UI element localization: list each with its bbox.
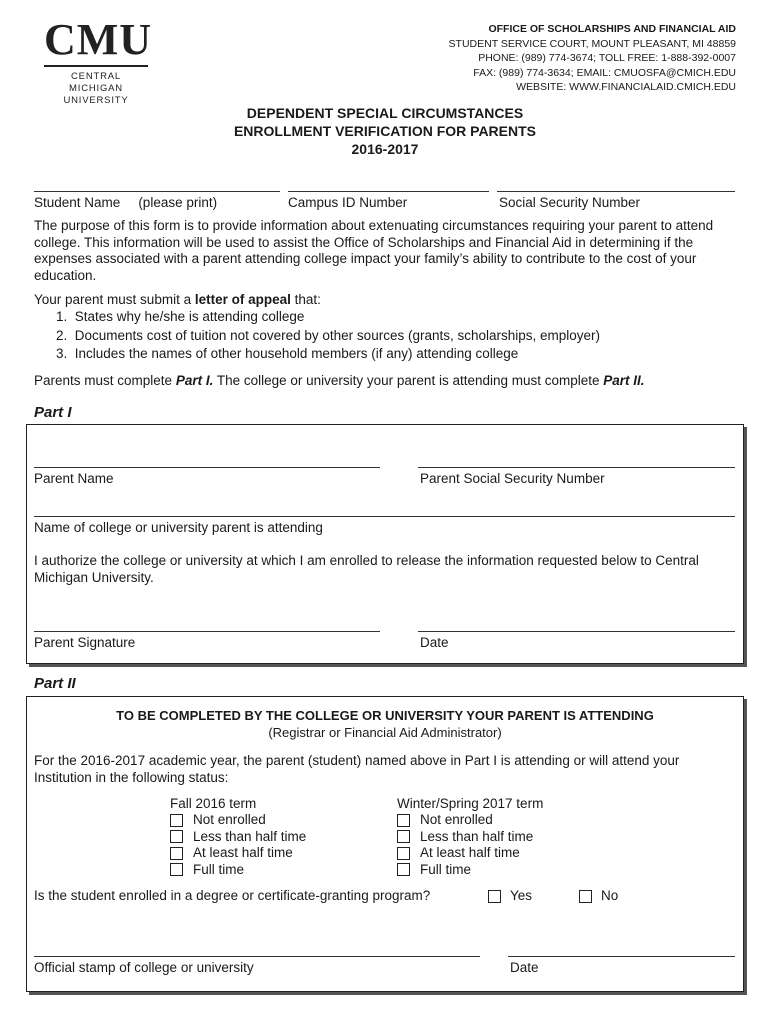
status-text: For the 2016-2017 academic year, the parent (student) named above in Part I is attending or will attend your Institution in the following status: <box>34 753 680 785</box>
appeal-pre: Your parent must submit a <box>34 292 195 307</box>
part2-date-field[interactable] <box>508 956 735 957</box>
form-title <box>0 104 770 158</box>
checkbox[interactable] <box>397 863 410 876</box>
student-name-hint: (please print) <box>138 195 218 210</box>
form-title-line-2: ENROLLMENT VERIFICATION FOR PARENTS <box>233 123 537 139</box>
college-name-field[interactable] <box>34 516 735 517</box>
office-line-phone: PHONE: (989) 774-3674; TOLL FREE: 1-888-392-0007 <box>478 52 736 64</box>
appeal-post: that: <box>290 292 321 307</box>
yes-label: Yes <box>510 888 533 903</box>
parent-name-label: Parent Name <box>34 471 114 486</box>
part2-heading: Part II <box>34 675 76 692</box>
part1-heading: Part I <box>34 404 72 421</box>
checkbox[interactable] <box>170 847 183 860</box>
part1-box <box>26 424 744 664</box>
fall-option-at-least-half[interactable]: At least half time <box>170 845 306 862</box>
appeal-list <box>56 309 600 365</box>
office-address-block <box>449 22 736 95</box>
fall-term-options <box>170 812 306 878</box>
authorization-text: I authorize the college or university at which I am enrolled to release the information requested below to Central Michigan University. <box>34 553 699 585</box>
student-name-field[interactable] <box>34 191 280 192</box>
parts-instruction <box>34 373 754 390</box>
student-name-label <box>34 195 217 211</box>
part2-date-label: Date <box>510 960 539 975</box>
cmu-logo: CMU <box>44 15 153 64</box>
form-title-line-1: DEPENDENT SPECIAL CIRCUMSTANCES <box>246 105 524 121</box>
parent-name-field[interactable] <box>34 467 380 468</box>
official-stamp-label: Official stamp of college or university <box>34 960 254 975</box>
checkbox[interactable] <box>170 863 183 876</box>
spring-option-less-than-half[interactable]: Less than half time <box>397 829 533 846</box>
checkbox[interactable] <box>170 814 183 827</box>
office-line-website: WEBSITE: WWW.FINANCIALAID.CMICH.EDU <box>516 81 736 93</box>
appeal-bold: letter of appeal <box>194 292 291 307</box>
spring-term-options <box>397 812 533 878</box>
checkbox[interactable] <box>488 890 501 903</box>
degree-yes-option[interactable] <box>488 888 532 904</box>
fall-option-less-than-half[interactable]: Less than half time <box>170 829 306 846</box>
parts-part2: Part II. <box>603 373 645 388</box>
campus-id-label: Campus ID Number <box>288 195 408 210</box>
official-stamp-field[interactable] <box>34 956 480 957</box>
spring-option-not-enrolled[interactable]: Not enrolled <box>397 812 533 829</box>
part1-date-label: Date <box>420 635 449 650</box>
appeal-intro <box>34 292 739 309</box>
office-line-address: STUDENT SERVICE COURT, MOUNT PLEASANT, MI 48859 <box>448 37 736 50</box>
fall-term-heading: Fall 2016 term <box>170 796 257 811</box>
spring-option-full-time[interactable]: Full time <box>397 862 533 879</box>
parent-signature-label: Parent Signature <box>34 635 136 650</box>
checkbox[interactable] <box>397 830 410 843</box>
logo-divider <box>44 65 148 67</box>
parent-signature-field[interactable] <box>34 631 380 632</box>
no-label: No <box>601 888 619 903</box>
campus-id-field[interactable] <box>288 191 489 192</box>
degree-no-option[interactable] <box>579 888 618 904</box>
spring-option-at-least-half[interactable]: At least half time <box>397 845 533 862</box>
list-item: 2. Documents cost of tuition not covered by other sources (grants, scholarships, employer) <box>56 327 601 343</box>
parent-ssn-label: Parent Social Security Number <box>420 471 605 486</box>
fall-option-full-time[interactable]: Full time <box>170 862 306 879</box>
checkbox[interactable] <box>397 847 410 860</box>
part2-banner-sub: (Registrar or Financial Aid Administrator) <box>268 725 502 740</box>
college-name-label: Name of college or university parent is attending <box>34 520 323 535</box>
ssn-field[interactable] <box>497 191 735 192</box>
student-name-text: Student Name <box>34 195 121 210</box>
checkbox[interactable] <box>397 814 410 827</box>
spring-term-heading: Winter/Spring 2017 term <box>397 796 544 811</box>
logo-sub-line-1: CENTRAL MICHIGAN <box>69 71 123 94</box>
part2-banner: TO BE COMPLETED BY THE COLLEGE OR UNIVERSITY YOUR PARENT IS ATTENDING <box>116 708 654 723</box>
part1-date-field[interactable] <box>418 631 735 632</box>
purpose-paragraph: The purpose of this form is to provide information about extenuating circumstances requiring your parent to attend college. This information will be used to assist the Office of Scholarships and Financial Aid in determining if the expenses associated with a parent attending college impact your family’s ability to contribute to the cost of your education. <box>34 218 714 283</box>
form-title-year: 2016-2017 <box>351 141 419 157</box>
parent-ssn-field[interactable] <box>418 467 735 468</box>
parts-mid: The college or university your parent is attending must complete <box>213 373 604 388</box>
parts-part1: Part I. <box>175 373 214 388</box>
checkbox[interactable] <box>170 830 183 843</box>
fall-option-not-enrolled[interactable]: Not enrolled <box>170 812 306 829</box>
list-item: 3. Includes the names of other household members (if any) attending college <box>56 346 519 361</box>
ssn-label: Social Security Number <box>499 195 641 210</box>
list-item: 1. States why he/she is attending college <box>56 309 305 324</box>
office-line-fax: FAX: (989) 774-3634; EMAIL: CMUOSFA@CMICH.EDU <box>473 66 736 79</box>
logo-subtitle <box>44 71 148 107</box>
office-title: OFFICE OF SCHOLARSHIPS AND FINANCIAL AID <box>488 23 736 35</box>
logo-sub-line-2: UNIVERSITY <box>63 95 129 106</box>
checkbox[interactable] <box>579 890 592 903</box>
degree-question: Is the student enrolled in a degree or certificate-granting program? <box>34 888 431 903</box>
parts-pre: Parents must complete <box>34 373 176 388</box>
